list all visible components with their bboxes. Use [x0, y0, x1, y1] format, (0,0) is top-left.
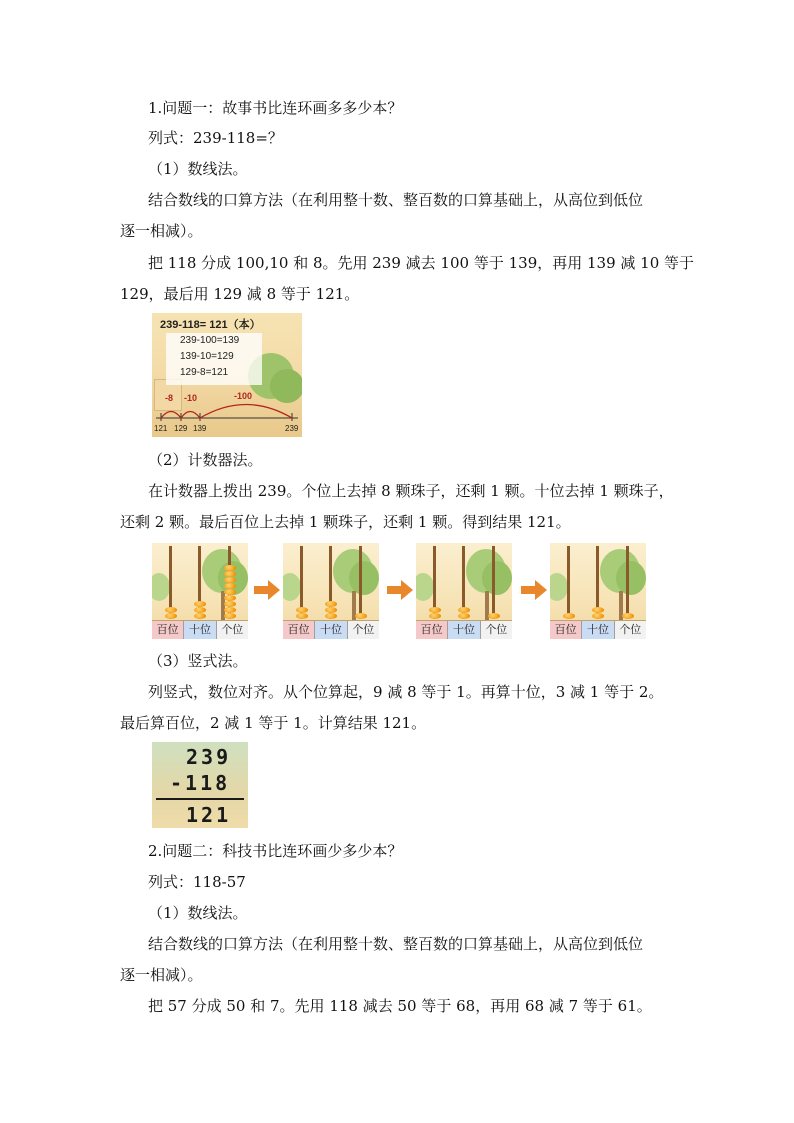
abacus-bead [592, 613, 604, 619]
jump-arc-100 [200, 405, 292, 419]
method-abacus-heading: （2）计数器法。 [148, 451, 263, 469]
vertical-explanation-line-2: 最后算百位，2 减 1 等于 1。计算结果 121。 [120, 714, 427, 732]
abacus-panel [152, 543, 248, 639]
question-2-heading: 2.问题二：科技书比连环画少多少本？ [148, 842, 403, 860]
abacus-bead [224, 571, 236, 577]
abacus-bead [592, 607, 604, 613]
arrow-right-icon [387, 580, 413, 600]
tick-label-121: 121 [154, 424, 168, 433]
abacus-bead [224, 601, 236, 607]
abacus-bead [224, 565, 236, 571]
label-tens: 十位 [582, 621, 614, 639]
vertical-explanation-line-1: 列竖式，数位对齐。从个位算起，9 减 8 等于 1。再算十位，3 减 1 等于 2。 [148, 683, 664, 701]
abacus-bead [224, 583, 236, 589]
number-line-explanation-line-1: 结合数线的口算方法（在利用整十数、整百数的口算基础上，从高位到低位 [148, 191, 644, 209]
abacus-rod [567, 546, 570, 619]
step-1: 239-100=139 [180, 335, 240, 346]
abacus-bead [458, 607, 470, 613]
tree-decoration [616, 561, 646, 595]
tree-decoration [482, 561, 512, 595]
number-line-steps-line-2: 129，最后用 129 减 8 等于 121。 [120, 285, 360, 303]
method-number-line-heading-2: （1）数线法。 [148, 904, 248, 922]
label-hundreds: 百位 [283, 621, 315, 639]
method-number-line-heading: （1）数线法。 [148, 160, 248, 178]
step-2: 139-10=129 [180, 351, 234, 362]
abacus-bead [458, 613, 470, 619]
abacus-explanation-line-1: 在计数器上拨出 239。个位上去掉 8 颗珠子，还剩 1 颗。十位去掉 1 颗珠子， [148, 482, 674, 500]
abacus-bead [622, 613, 634, 619]
abacus-bead [224, 589, 236, 595]
number-line-explanation-line-2: 逐一相减）。 [120, 222, 203, 240]
label-tens: 十位 [315, 621, 347, 639]
jump-arc-10 [181, 412, 200, 419]
jump-label-10: -10 [184, 393, 198, 403]
abacus-panel [416, 543, 512, 639]
abacus-bead [224, 613, 236, 619]
label-ones: 个位 [615, 621, 646, 639]
abacus-explanation-line-2: 还剩 2 颗。最后百位上去掉 1 颗珠子，还剩 1 颗。得到结果 121。 [120, 513, 571, 531]
step-3: 129-8=121 [180, 367, 229, 378]
abacus-bead [296, 613, 308, 619]
label-ones: 个位 [481, 621, 512, 639]
label-hundreds: 百位 [152, 621, 184, 639]
question-1-heading: 1.问题一：故事书比连环画多多少本？ [148, 99, 403, 117]
tick-label-129: 129 [174, 424, 188, 433]
label-hundreds: 百位 [550, 621, 582, 639]
jump-label-100: -100 [234, 391, 253, 401]
number-line-explanation-2-line-2: 逐一相减）。 [120, 966, 203, 984]
place-value-labels [152, 620, 248, 639]
abacus-rod [359, 546, 362, 619]
arrow-right-icon [521, 580, 547, 600]
equation-1: 列式：239-118=？ [148, 129, 283, 147]
tree-decoration [349, 561, 379, 595]
abacus-bead [429, 613, 441, 619]
abacus-panel [550, 543, 646, 639]
abacus-bead [194, 601, 206, 607]
abacus-bead [488, 613, 500, 619]
label-ones: 个位 [217, 621, 248, 639]
number-line-steps-2: 把 57 分成 50 和 7。先用 118 减去 50 等于 68，再用 68 减 7 等于 61。 [148, 997, 652, 1015]
number-line-title: 239-118= 121（本） [160, 319, 261, 331]
method-vertical-heading: （3）竖式法。 [148, 652, 248, 670]
tick-label-139: 139 [193, 424, 207, 433]
label-hundreds: 百位 [416, 621, 448, 639]
abacus-rod [492, 546, 495, 619]
abacus-bead [325, 607, 337, 613]
number-line-steps-line-1: 把 118 分成 100,10 和 8。先用 239 减去 100 等于 139，再用 139 减 10 等于 [148, 254, 695, 272]
place-value-labels [283, 620, 379, 639]
label-ones: 个位 [348, 621, 379, 639]
minuend: 239 [186, 745, 232, 769]
abacus-bead [563, 613, 575, 619]
arrow-right-icon [254, 580, 280, 600]
abacus-bead [224, 577, 236, 583]
abacus-bead [325, 613, 337, 619]
abacus-bead [429, 607, 441, 613]
equation-2: 列式：118-57 [148, 873, 246, 891]
label-tens: 十位 [448, 621, 480, 639]
abacus-rod [626, 546, 629, 619]
number-line-explanation-2-line-1: 结合数线的口算方法（在利用整十数、整百数的口算基础上，从高位到低位 [148, 935, 644, 953]
abacus-bead [224, 607, 236, 613]
subtrahend: -118 [170, 771, 231, 795]
abacus-bead [165, 607, 177, 613]
abacus-bead [194, 607, 206, 613]
place-value-labels [416, 620, 512, 639]
abacus-bead [224, 595, 236, 601]
vertical-subtraction-figure [152, 742, 248, 828]
abacus-bead [165, 613, 177, 619]
abacus-panel [283, 543, 379, 639]
place-value-labels [550, 620, 646, 639]
abacus-bead [355, 613, 367, 619]
abacus-bead [325, 601, 337, 607]
label-tens: 十位 [184, 621, 216, 639]
tick-label-239: 239 [285, 424, 299, 433]
abacus-bead [194, 613, 206, 619]
abacus-bead [296, 607, 308, 613]
jump-arc-8 [161, 412, 181, 419]
difference: 121 [186, 803, 232, 827]
number-line-figure [152, 313, 302, 437]
jump-label-8: -8 [165, 393, 174, 403]
number-line-svg [152, 313, 302, 437]
result-line [156, 798, 244, 800]
